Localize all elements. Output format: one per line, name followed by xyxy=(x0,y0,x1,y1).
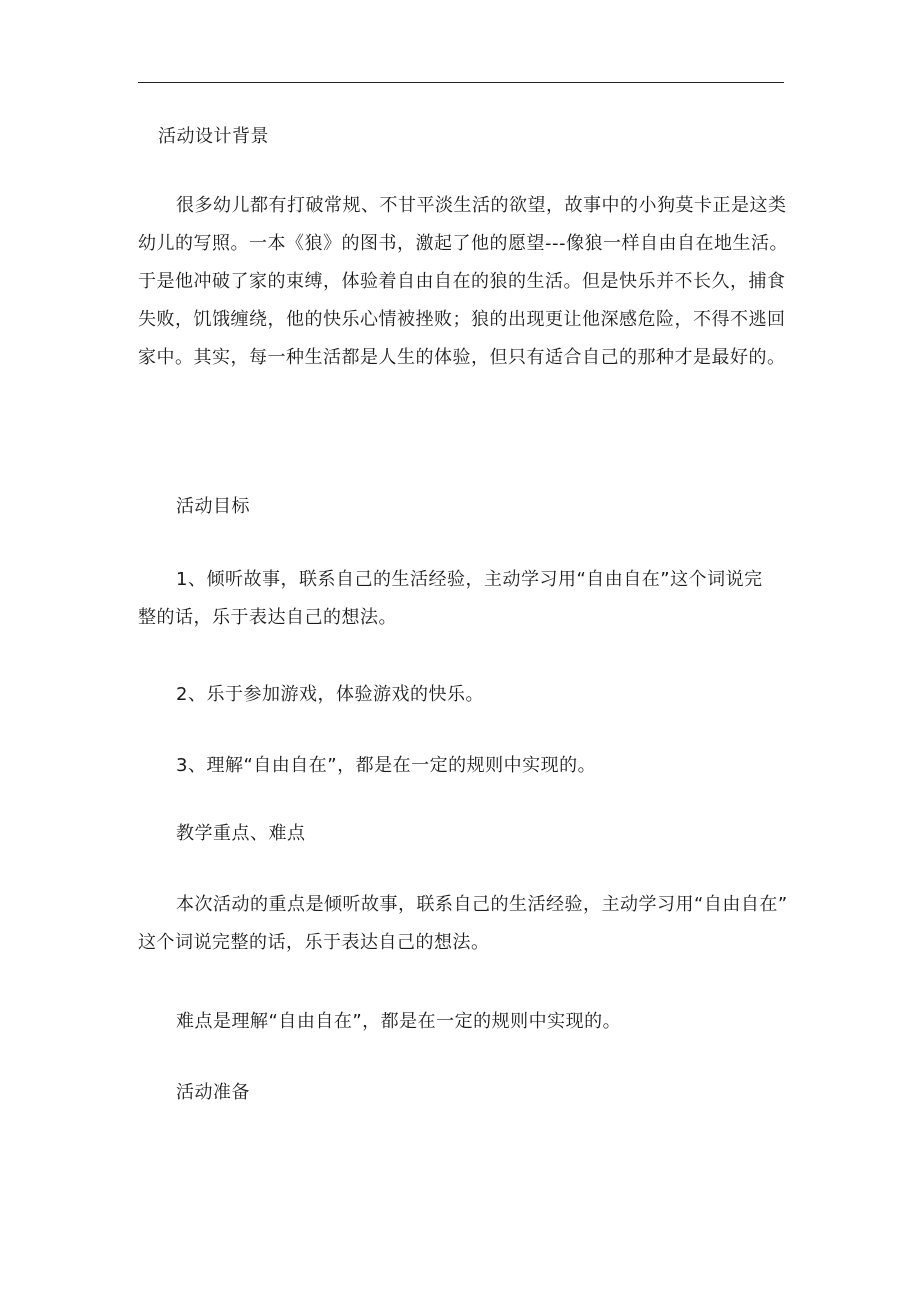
difficulty-paragraph xyxy=(138,1003,784,1041)
section-heading-preparation: 活动准备 xyxy=(176,1082,250,1103)
paragraph-line: 很多幼儿都有打破常规、不甘平淡生活的欲望，故事中的小狗莫卡正是这类 xyxy=(176,195,787,216)
goal-item-1 xyxy=(138,561,784,637)
background-paragraph xyxy=(138,187,788,377)
section-heading-goals: 活动目标 xyxy=(176,496,250,517)
goal-line: 1、倾听故事，联系自己的生活经验，主动学习用“自由自在”这个词说完 xyxy=(176,569,763,590)
paragraph-line: 幼儿的写照。一本《狼》的图书，激起了他的愿望---像狼一样自由自在地生活。 xyxy=(138,233,788,254)
key-point-paragraph xyxy=(138,886,788,962)
paragraph-line: 于是他冲破了家的束缚，体验着自由自在的狼的生活。但是快乐并不长久，捕食 xyxy=(138,271,786,292)
goal-line: 2、乐于参加游戏，体验游戏的快乐。 xyxy=(176,684,484,705)
section-heading-key-points: 教学重点、难点 xyxy=(176,823,306,844)
section-heading-background: 活动设计背景 xyxy=(158,126,269,147)
goal-item-3 xyxy=(138,747,784,785)
goal-line: 3、理解“自由自在”，都是在一定的规则中实现的。 xyxy=(176,755,597,776)
goal-item-2 xyxy=(138,676,784,714)
paragraph-line: 失败，饥饿缠绕，他的快乐心情被挫败；狼的出现更让他深感危险，不得不逃回 xyxy=(138,309,786,330)
goal-line: 整的话，乐于表达自己的想法。 xyxy=(138,607,397,628)
paragraph-line: 难点是理解“自由自在”，都是在一定的规则中实现的。 xyxy=(176,1011,622,1032)
paragraph-line: 本次活动的重点是倾听故事，联系自己的生活经验，主动学习用“自由自在” xyxy=(176,894,788,915)
header-rule xyxy=(138,82,784,83)
paragraph-line: 这个词说完整的话，乐于表达自己的想法。 xyxy=(138,932,490,953)
paragraph-line: 家中。其实，每一种生活都是人生的体验，但只有适合自己的那种才是最好的。 xyxy=(138,347,786,368)
